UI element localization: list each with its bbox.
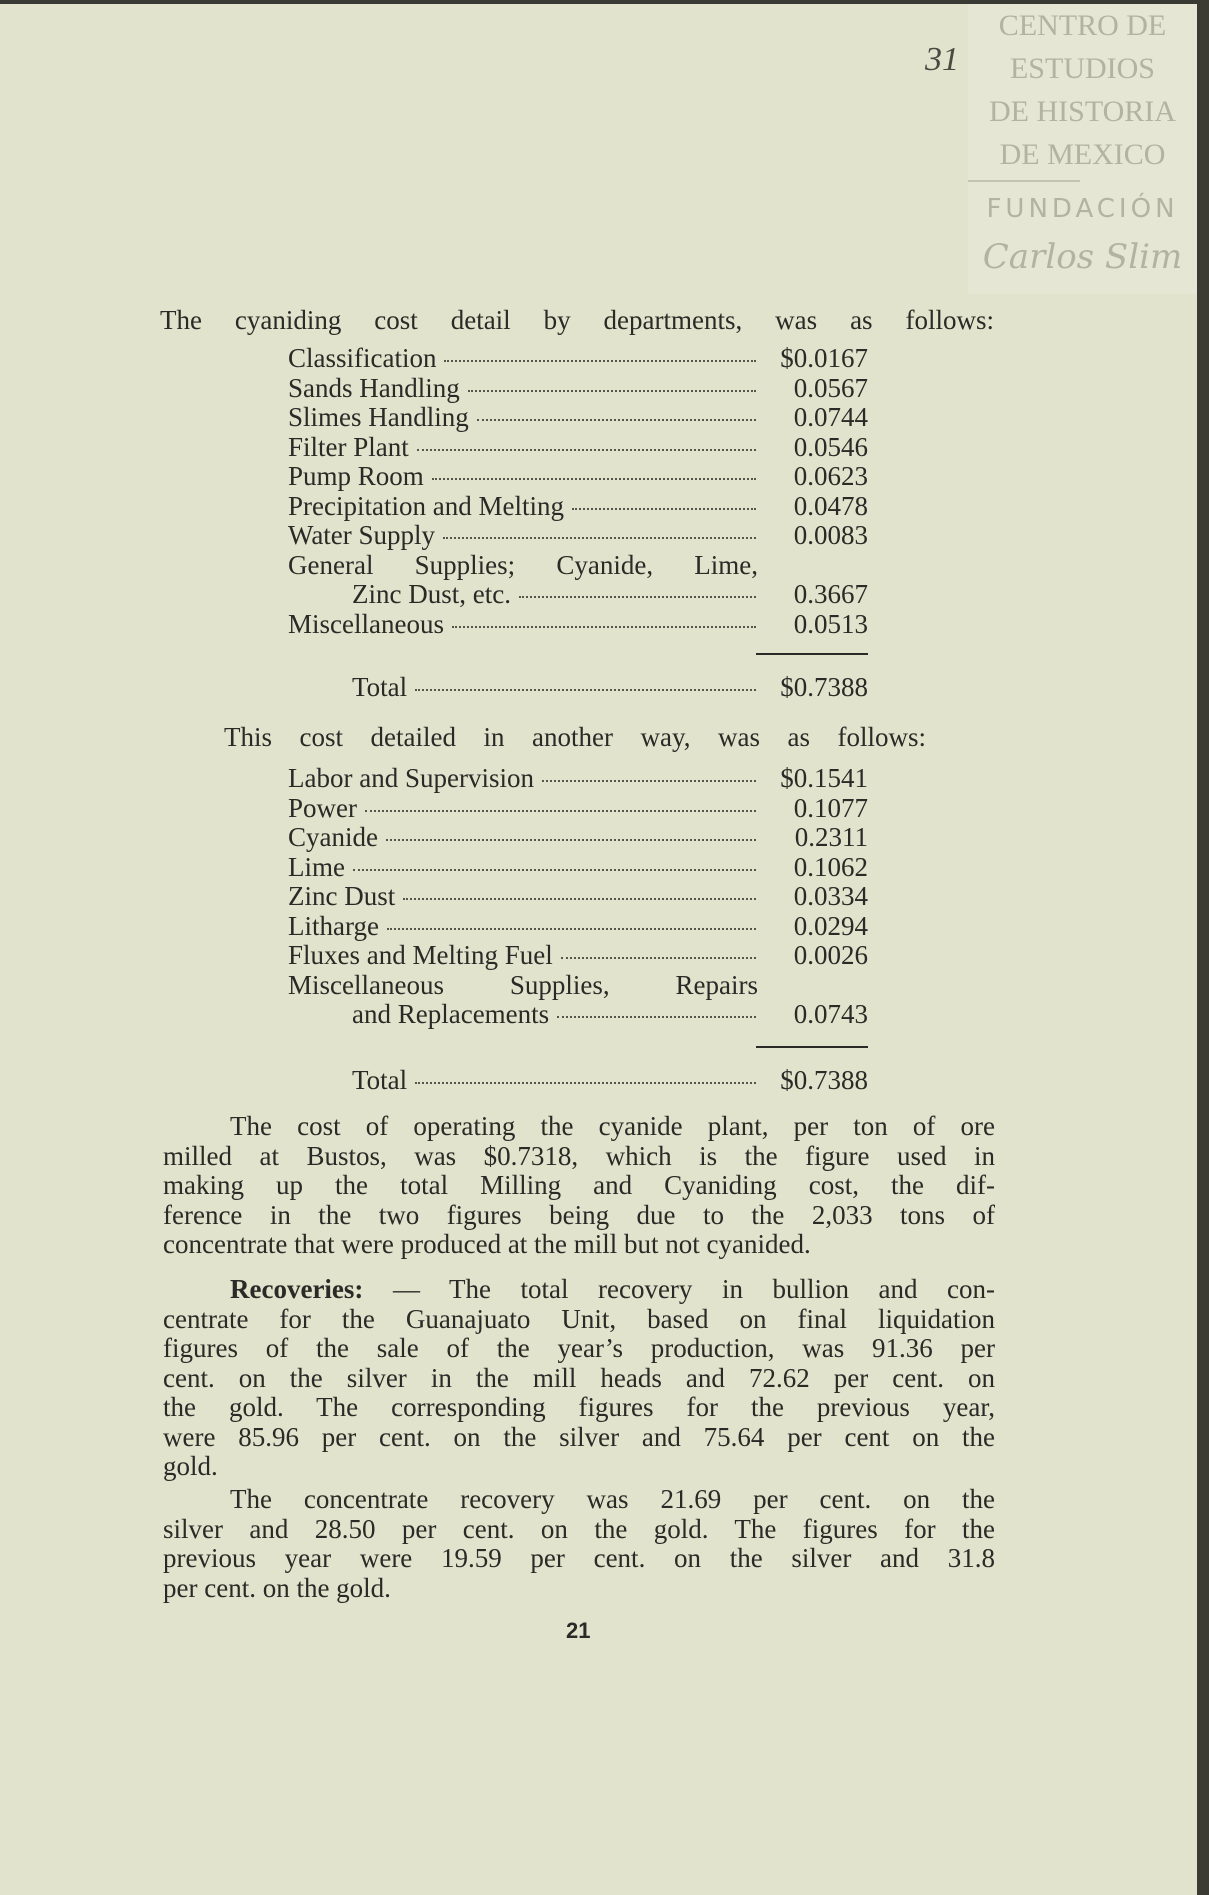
total-value: $0.7388 [780,672,868,702]
category-cost-table [288,764,868,1095]
row-value: 0.3667 [793,579,868,609]
row-label: Classification [288,343,437,373]
leader-dots [519,596,756,598]
table-row [288,433,868,463]
row-value: 0.0478 [793,490,868,521]
table-row [288,853,868,883]
row-label: Fluxes and Melting Fuel [288,940,553,970]
paragraph-line: concentrate that were produced at the mill but not cyanided. [163,1229,811,1259]
table-row [288,794,868,824]
row-value: 0.0743 [793,999,868,1029]
table-row [288,1000,868,1030]
total-value: $0.7388 [780,1064,868,1095]
total-rule [756,653,868,655]
table-row [288,941,868,971]
paragraph-line: gold. [163,1451,218,1481]
paragraph-line: the gold. The corresponding figures for the previous year, [163,1392,995,1422]
total-label: Total [352,672,408,702]
row-value: 0.0744 [793,402,868,432]
table-row [288,374,868,404]
table-row [288,823,868,853]
row-label: Cyanide [288,822,378,852]
leader-dots [387,928,756,930]
leader-dots [452,626,756,628]
row-label: Zinc Dust, etc. [352,579,511,609]
row-label: Water Supply [288,520,436,550]
watermark-line: DE MEXICO [999,138,1166,171]
row-value: 0.0083 [793,520,868,550]
table-row [288,971,868,1001]
row-value: 0.1062 [793,851,868,882]
table-row [288,882,868,912]
row-label: Filter Plant [288,431,409,462]
leader-dots [386,839,756,841]
table-row [288,912,868,942]
leader-dots [468,390,756,392]
paragraph-operating-cost [163,1112,995,1260]
paragraph-line [163,1275,995,1305]
row-label: Precipitation and Melting [288,490,564,521]
leader-dots [403,898,756,900]
table-row [288,580,868,610]
row-value: 0.0546 [793,431,868,462]
paragraph-line: milled at Bustos, was $0.7318, which is the figure used in [163,1140,995,1171]
leader-dots [443,537,756,539]
row-value: 0.0026 [793,940,868,970]
paragraph-line: cent. on the silver in the mill heads and 72.62 per cent. on [163,1362,995,1393]
section2-intro: This cost detailed in another way, was as follows: [224,722,926,752]
paragraph-line: figures of the sale of the year’s production, was 91.36 per [163,1333,995,1363]
recoveries-heading: Recoveries: [230,1274,364,1304]
leader-dots [477,419,756,421]
handwritten-page-number: 31 [925,41,959,78]
table-row [288,492,868,522]
row-label: Sands Handling [288,372,460,403]
row-label: Litharge [288,910,379,941]
page-number: 21 [566,1618,591,1643]
table-row [288,344,868,374]
total-row [288,1066,868,1096]
leader-dots [572,508,756,510]
row-label: Zinc Dust [288,881,396,911]
paragraph-recoveries [163,1275,995,1482]
table-row [288,610,868,640]
total-label: Total [352,1064,408,1095]
leader-dots [432,478,756,480]
watermark-foundation: FUNDACIÓN [986,194,1179,224]
total-row [288,673,868,703]
paragraph-text: — The total recovery in bullion and con- [363,1274,995,1304]
row-value: 0.0513 [793,608,868,639]
row-value: 0.2311 [794,822,868,852]
row-label: Miscellaneous [288,608,444,639]
paragraph-line: previous year were 19.59 per cent. on the silver and 31.8 [163,1543,995,1573]
row-value: 0.0334 [793,881,868,911]
leader-dots [415,689,756,691]
paragraph-line: making up the total Milling and Cyaniding cost, the dif- [163,1170,995,1200]
table-row [288,764,868,794]
watermark-logo [968,4,1197,294]
table-row [288,521,868,551]
page-right-edge [1197,0,1209,1895]
total-rule [756,1046,868,1048]
leader-dots [561,957,756,959]
leader-dots [417,449,756,451]
paragraph-line: silver and 28.50 per cent. on the gold. The figures for the [163,1513,995,1544]
row-label: Power [288,792,357,823]
row-value: $0.1541 [780,763,868,793]
leader-dots [415,1082,756,1084]
leader-dots [444,360,756,362]
paragraph-line: The cost of operating the cyanide plant, per ton of ore [230,1111,995,1141]
row-label: Slimes Handling [288,402,469,432]
row-label: Pump Room [288,461,424,491]
leader-dots [365,810,756,812]
row-label: Lime [288,851,345,882]
department-cost-table [288,344,868,703]
row-value: $0.0167 [780,343,868,373]
row-label: General Supplies; Cyanide, Lime, [288,549,758,580]
table-row [288,462,868,492]
row-label: and Replacements [352,999,550,1029]
watermark-divider [968,180,1080,182]
row-value: 0.1077 [793,792,868,823]
section1-intro: The cyaniding cost detail by departments, was as follows: [160,305,994,335]
watermark-line: ESTUDIOS [1009,52,1155,85]
paragraph-line: were 85.96 per cent. on the silver and 75.64 per cent on the [163,1421,995,1452]
paragraph-line: per cent. on the gold. [163,1572,391,1603]
row-value: 0.0567 [793,372,868,403]
row-label: Miscellaneous Supplies, Repairs [288,969,758,1000]
leader-dots [353,869,756,871]
watermark-signature: Carlos Slim [982,237,1183,277]
paragraph-concentrate-recovery [163,1485,995,1603]
table-row [288,403,868,433]
table-row [288,551,868,581]
row-value: 0.0623 [793,461,868,491]
leader-dots [542,780,756,782]
watermark-line: DE HISTORIA [989,95,1176,128]
paragraph-line: ference in the two figures being due to the 2,033 tons of [163,1199,995,1230]
paragraph-line: centrate for the Guanajuato Unit, based on final liquidation [163,1303,995,1334]
leader-dots [557,1016,756,1018]
row-value: 0.0294 [793,910,868,941]
watermark-line: CENTRO DE [998,9,1167,42]
row-label: Labor and Supervision [288,763,534,793]
paragraph-line: The concentrate recovery was 21.69 per cent. on the [230,1484,995,1514]
